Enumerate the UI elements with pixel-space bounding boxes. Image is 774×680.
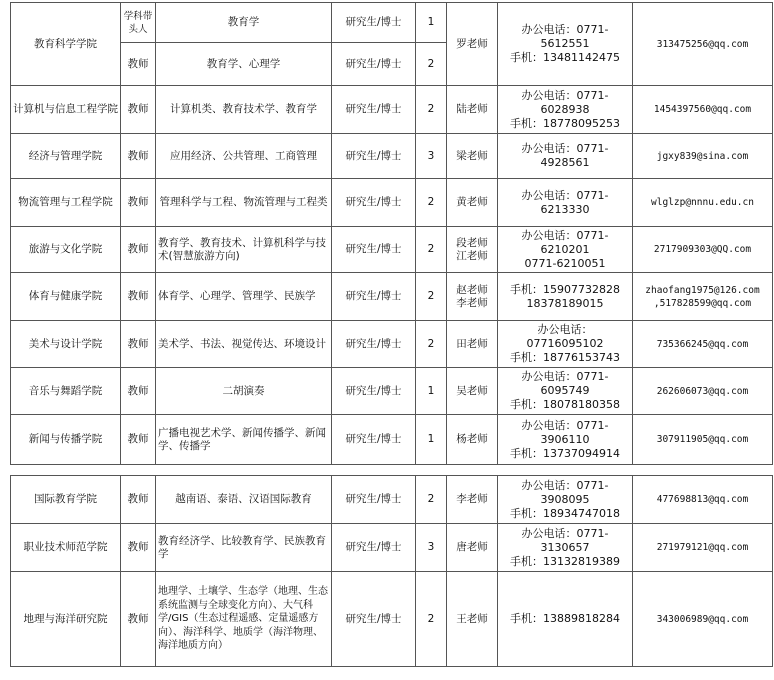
count-cell: 2	[416, 43, 447, 86]
recruitment-table-1	[10, 2, 773, 465]
degree-cell: 研究生/博士	[332, 415, 416, 465]
table-row	[11, 321, 773, 368]
contact-person-cell: 杨老师	[447, 415, 498, 465]
email-cell: 307911905@qq.com	[633, 415, 773, 465]
major-cell: 二胡演奏	[156, 368, 332, 415]
college-cell: 计算机与信息工程学院	[11, 86, 121, 134]
recruitment-table-2	[10, 475, 773, 667]
role-cell: 教师	[121, 321, 156, 368]
role-cell: 教师	[121, 43, 156, 86]
college-cell: 体育与健康学院	[11, 273, 121, 321]
major-cell: 美术学、书法、视觉传达、环境设计	[156, 321, 332, 368]
count-cell: 2	[416, 227, 447, 273]
degree-cell: 研究生/博士	[332, 43, 416, 86]
count-cell: 2	[416, 321, 447, 368]
degree-cell: 研究生/博士	[332, 86, 416, 134]
phone-cell: 办公电话：0771-6095749 手机：18078180358	[498, 368, 633, 415]
email-cell: 313475256@qq.com	[633, 3, 773, 86]
contact-person-cell: 陆老师	[447, 86, 498, 134]
degree-cell: 研究生/博士	[332, 227, 416, 273]
contact-person-cell: 黄老师	[447, 179, 498, 227]
role-cell: 教师	[121, 227, 156, 273]
role-cell: 教师	[121, 368, 156, 415]
email-cell: 262606073@qq.com	[633, 368, 773, 415]
table-row	[11, 134, 773, 179]
table-row	[11, 572, 773, 667]
phone-cell: 办公电话：0771-4928561	[498, 134, 633, 179]
count-cell: 1	[416, 3, 447, 43]
table-gap	[0, 466, 774, 475]
major-cell: 计算机类、教育技术学、教育学	[156, 86, 332, 134]
degree-cell: 研究生/博士	[332, 3, 416, 43]
college-cell: 教育科学学院	[11, 3, 121, 86]
email-cell: wlglzp@nnnu.edu.cn	[633, 179, 773, 227]
phone-cell: 办公电话：0771-6213330	[498, 179, 633, 227]
major-cell: 广播电视艺术学、新闻传播学、新闻学、传播学	[156, 415, 332, 465]
email-cell: 2717909303@QQ.com	[633, 227, 773, 273]
table-row	[11, 86, 773, 134]
table-row	[11, 273, 773, 321]
college-cell: 新闻与传播学院	[11, 415, 121, 465]
count-cell: 2	[416, 179, 447, 227]
count-cell: 1	[416, 415, 447, 465]
phone-cell: 手机：13889818284	[498, 572, 633, 667]
phone-cell: 办公电话：0771-6028938 手机：18778095253	[498, 86, 633, 134]
count-cell: 2	[416, 476, 447, 524]
role-cell: 教师	[121, 273, 156, 321]
major-cell: 地理学、土壤学、生态学（地理、生态系统监测与全球变化方向）、大气科学/GIS（生态过程遥感、定量遥感方向）、海洋科学、地质学（海洋物理、海洋地质方向）	[156, 572, 332, 667]
contact-person-cell: 赵老师 李老师	[447, 273, 498, 321]
role-cell: 教师	[121, 572, 156, 667]
college-cell: 经济与管理学院	[11, 134, 121, 179]
degree-cell: 研究生/博士	[332, 524, 416, 572]
degree-cell: 研究生/博士	[332, 134, 416, 179]
degree-cell: 研究生/博士	[332, 368, 416, 415]
contact-person-cell: 梁老师	[447, 134, 498, 179]
table-row	[11, 179, 773, 227]
major-cell: 教育学、教育技术、计算机科学与技术(智慧旅游方向)	[156, 227, 332, 273]
count-cell: 2	[416, 86, 447, 134]
count-cell: 2	[416, 572, 447, 667]
phone-cell: 办公电话：0771-6210201 0771-6210051	[498, 227, 633, 273]
email-cell: 477698813@qq.com	[633, 476, 773, 524]
degree-cell: 研究生/博士	[332, 179, 416, 227]
contact-person-cell: 李老师	[447, 476, 498, 524]
table-row	[11, 3, 773, 43]
contact-person-cell: 段老师 江老师	[447, 227, 498, 273]
table-row	[11, 368, 773, 415]
role-cell: 教师	[121, 86, 156, 134]
college-cell: 国际教育学院	[11, 476, 121, 524]
degree-cell: 研究生/博士	[332, 572, 416, 667]
role-cell: 教师	[121, 134, 156, 179]
email-cell: 1454397560@qq.com	[633, 86, 773, 134]
contact-person-cell: 吴老师	[447, 368, 498, 415]
phone-cell: 手机：15907732828 18378189015	[498, 273, 633, 321]
major-cell: 体育学、心理学、管理学、民族学	[156, 273, 332, 321]
phone-cell: 办公电话：0771-3130657 手机：13132819389	[498, 524, 633, 572]
table-row	[11, 415, 773, 465]
count-cell: 2	[416, 273, 447, 321]
email-cell: 735366245@qq.com	[633, 321, 773, 368]
contact-person-cell: 唐老师	[447, 524, 498, 572]
degree-cell: 研究生/博士	[332, 321, 416, 368]
contact-person-cell: 罗老师	[447, 3, 498, 86]
table-row	[11, 227, 773, 273]
count-cell: 3	[416, 524, 447, 572]
phone-cell: 办公电话：07716095102 手机：18776153743	[498, 321, 633, 368]
college-cell: 物流管理与工程学院	[11, 179, 121, 227]
email-cell: jgxy839@sina.com	[633, 134, 773, 179]
phone-cell: 办公电话：0771-3908095 手机：18934747018	[498, 476, 633, 524]
email-cell: zhaofang1975@126.com ,517828599@qq.com	[633, 273, 773, 321]
phone-cell: 办公电话：0771-3906110 手机：13737094914	[498, 415, 633, 465]
college-cell: 地理与海洋研究院	[11, 572, 121, 667]
count-cell: 3	[416, 134, 447, 179]
role-cell: 教师	[121, 415, 156, 465]
role-cell: 教师	[121, 476, 156, 524]
degree-cell: 研究生/博士	[332, 476, 416, 524]
role-cell: 教师	[121, 524, 156, 572]
college-cell: 旅游与文化学院	[11, 227, 121, 273]
major-cell: 教育学	[156, 3, 332, 43]
email-cell: 271979121@qq.com	[633, 524, 773, 572]
major-cell: 管理科学与工程、物流管理与工程类	[156, 179, 332, 227]
count-cell: 1	[416, 368, 447, 415]
contact-person-cell: 王老师	[447, 572, 498, 667]
college-cell: 美术与设计学院	[11, 321, 121, 368]
major-cell: 应用经济、公共管理、工商管理	[156, 134, 332, 179]
role-cell: 学科带头人	[121, 3, 156, 43]
table-row	[11, 476, 773, 524]
contact-person-cell: 田老师	[447, 321, 498, 368]
major-cell: 越南语、泰语、汉语国际教育	[156, 476, 332, 524]
college-cell: 职业技术师范学院	[11, 524, 121, 572]
table-row	[11, 524, 773, 572]
major-cell: 教育学、心理学	[156, 43, 332, 86]
email-cell: 343006989@qq.com	[633, 572, 773, 667]
degree-cell: 研究生/博士	[332, 273, 416, 321]
college-cell: 音乐与舞蹈学院	[11, 368, 121, 415]
phone-cell: 办公电话：0771-5612551 手机：13481142475	[498, 3, 633, 86]
role-cell: 教师	[121, 179, 156, 227]
major-cell: 教育经济学、比较教育学、民族教育学	[156, 524, 332, 572]
